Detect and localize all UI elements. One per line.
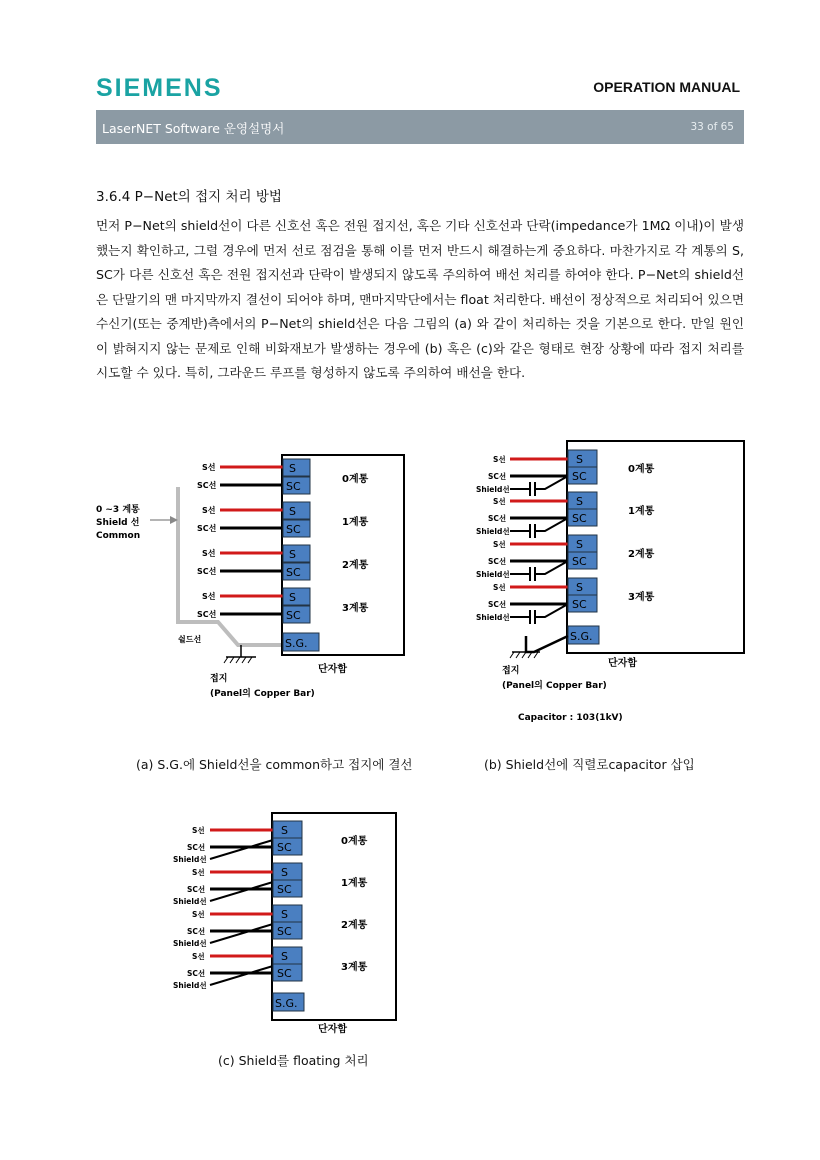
panel-bar-label: (Panel의 Copper Bar) <box>502 681 607 691</box>
sc-terminal-label: SC <box>286 566 301 579</box>
sc-wire-label: SC선 <box>187 927 206 936</box>
s-wire-label: S선 <box>493 455 506 464</box>
s-wire-label: S선 <box>493 497 506 506</box>
capacitor-icon <box>510 476 568 496</box>
s-terminal <box>283 459 310 476</box>
s-terminal-label: S <box>289 548 296 561</box>
sc-wire-label: SC선 <box>187 843 206 852</box>
capacitor-icon <box>510 604 568 624</box>
panel-bar-label: (Panel의 Copper Bar) <box>210 689 315 699</box>
siemens-logo: SIEMENS <box>96 74 223 102</box>
s-wire-label: S선 <box>202 506 216 515</box>
system-label: 3계통 <box>342 603 369 614</box>
section-title: 3.6.4 P−Net의 접지 처리 방법 <box>96 189 282 205</box>
capacitor-note: Capacitor : 103(1kV) <box>518 713 623 723</box>
shield-wire-label: Shield선 <box>476 570 510 579</box>
s-wire-label: S선 <box>202 549 216 558</box>
sc-wire-label: SC선 <box>488 514 507 523</box>
system-label: 0계통 <box>628 464 655 475</box>
s-wire-label: S선 <box>192 826 205 835</box>
s-wire-label: S선 <box>202 592 216 601</box>
sg-terminal-label: S.G. <box>570 630 593 643</box>
s-terminal-label: S <box>576 581 583 594</box>
system-label: 1계통 <box>341 878 368 889</box>
sc-wire-label: SC선 <box>197 610 217 619</box>
terminal-box-label: 단자함 <box>318 1024 347 1035</box>
ground-label: 접지 <box>210 674 228 684</box>
s-terminal-label: S <box>281 950 288 963</box>
sc-wire-label: SC선 <box>488 600 507 609</box>
sc-terminal-label: SC <box>286 480 301 493</box>
system-label: 3계통 <box>341 962 368 973</box>
s-wire-label: S선 <box>493 540 506 549</box>
shield-wire-label: Shield선 <box>173 981 207 990</box>
system-label: 3계통 <box>628 592 655 603</box>
sc-terminal-label: SC <box>572 598 587 611</box>
sc-terminal-label: SC <box>277 883 292 896</box>
shield-wire <box>210 966 273 985</box>
s-terminal-label: S <box>281 908 288 921</box>
sc-terminal-label: SC <box>572 512 587 525</box>
s-terminal-label: S <box>281 824 288 837</box>
s-wire-label: S선 <box>202 463 216 472</box>
caption-a: (a) S.G.에 Shield선을 common하고 접지에 결선 <box>136 757 413 772</box>
sc-wire-label: SC선 <box>187 885 206 894</box>
sc-terminal-label: SC <box>572 470 587 483</box>
system-label: 0계통 <box>342 474 369 485</box>
sc-wire-label: SC선 <box>488 557 507 566</box>
s-terminal <box>283 545 310 562</box>
sc-terminal-label: SC <box>277 925 292 938</box>
caption-c: (c) Shield를 floating 처리 <box>218 1053 369 1068</box>
s-wire-label: S선 <box>493 583 506 592</box>
s-terminal-label: S <box>289 462 296 475</box>
shield-wire-label: Shield선 <box>476 527 510 536</box>
shield-wire-label: Shield선 <box>173 897 207 906</box>
s-terminal-label: S <box>576 453 583 466</box>
system-label: 0계통 <box>341 836 368 847</box>
system-label: 2계통 <box>628 549 655 560</box>
figure-b <box>420 436 740 726</box>
common-label-line2: Shield 선 <box>96 518 140 528</box>
sc-wire-label: SC선 <box>197 567 217 576</box>
figure-c <box>160 805 410 1035</box>
shield-label: 쉴드선 <box>178 635 202 644</box>
shield-wire-label: Shield선 <box>476 613 510 622</box>
s-terminal-label: S <box>576 538 583 551</box>
sc-terminal-label: SC <box>572 555 587 568</box>
s-wire-label: S선 <box>192 910 205 919</box>
sc-wire-label: SC선 <box>488 472 507 481</box>
s-wire-label: S선 <box>192 952 205 961</box>
system-label: 1계통 <box>342 517 369 528</box>
page-number: 33 of 65 <box>690 121 734 133</box>
shield-wire-label: Shield선 <box>476 485 510 494</box>
capacitor-icon <box>510 518 568 538</box>
sc-terminal-label: SC <box>277 841 292 854</box>
sc-wire-label: SC선 <box>187 969 206 978</box>
ground-hatch <box>224 657 252 663</box>
common-label-line3: Common <box>96 531 141 541</box>
ground-label: 접지 <box>502 666 520 676</box>
header-banner <box>96 110 744 144</box>
shield-wire-label: Shield선 <box>173 855 207 864</box>
system-label: 2계통 <box>342 560 369 571</box>
sc-wire-label: SC선 <box>197 481 217 490</box>
caption-b: (b) Shield선에 직렬로capacitor 삽입 <box>484 757 695 772</box>
sc-terminal-label: SC <box>277 967 292 980</box>
s-wire-label: S선 <box>192 868 205 877</box>
shield-wire <box>210 924 273 943</box>
shield-wire <box>210 882 273 901</box>
document-type: OPERATION MANUAL <box>593 79 740 95</box>
capacitor-icon <box>510 561 568 581</box>
banner-title: LaserNET Software 운영설명서 <box>102 121 285 136</box>
ground-wire <box>526 636 568 652</box>
section-body: 먼저 P−Net의 shield선이 다른 신호선 혹은 전원 접지선, 혹은 기타 신호선과 단락(impedance가 1MΩ 이내)이 발생했는지 확인하고, 그럴 경우에 먼저 선로 점검을 통해 이를 먼저 반드시 해결하는게 중요하다. 마찬가지로 각 계통의 S, SC가 다른 신호선 혹은 전원 접지선과 단락이 발생되지 않도록 주의하여 배선 처리를 하여야 한다. P−Net의 shield선은 단말기의 맨 마지막까지 결선이 되어야 하며, 맨마지막단에서는 float 처리한다. 배선이 정상적으로 처리되어 있으면 수신기(또는 중계반)측에서의 P−Net의 shield선은 다음 그림의 (a) 와 같이 처리하는 것을 기본으로 한다. 만일 원인이 밝혀지지 않는 문제로 인해 비화재보가 발생하는 경우에 (b) 혹은 (c)와 같은 형태로 현장 상황에 따라 접지 처리를 시도할 수 있다. 특히, 그라운드 루프를 형성하지 않도록 주의하여 배선을 한다. <box>96 218 744 380</box>
shield-wire <box>210 840 273 859</box>
s-terminal <box>283 502 310 519</box>
shield-wire-label: Shield선 <box>173 939 207 948</box>
terminal-box-label: 단자함 <box>318 664 347 675</box>
terminal-box-label: 단자함 <box>608 658 637 669</box>
s-terminal-label: S <box>576 495 583 508</box>
s-terminal-label: S <box>289 505 296 518</box>
sc-wire-label: SC선 <box>197 524 217 533</box>
system-label: 2계통 <box>341 920 368 931</box>
sc-terminal-label: SC <box>286 523 301 536</box>
sg-terminal-label: S.G. <box>285 637 308 650</box>
s-terminal-label: S <box>289 591 296 604</box>
sc-terminal-label: SC <box>286 609 301 622</box>
s-terminal <box>283 588 310 605</box>
s-terminal-label: S <box>281 866 288 879</box>
system-label: 1계통 <box>628 506 655 517</box>
common-label-line1: 0 ~3 계통 <box>96 505 140 515</box>
sg-terminal-label: S.G. <box>275 997 298 1010</box>
figure-a <box>0 440 420 710</box>
